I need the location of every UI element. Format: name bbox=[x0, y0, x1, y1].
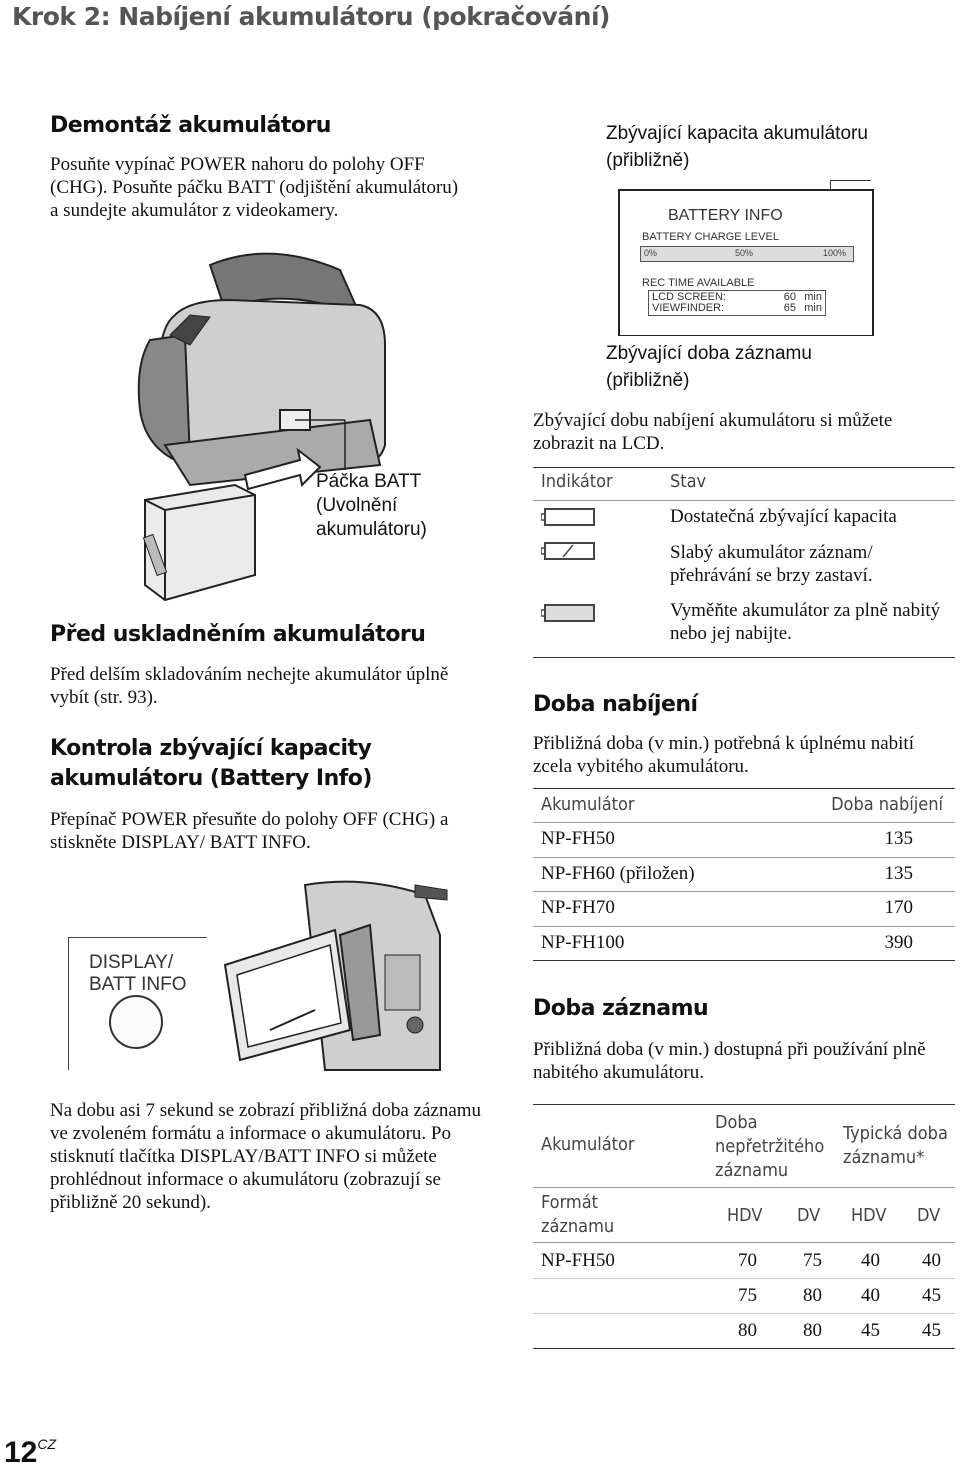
battery-info-note: Na dobu asi 7 sekund se zobrazí přibližná doba záznamu ve zvoleném formátu a informace o akumulátoru. Po stisknutí tlačítka DISPLAY/BATT INFO si můžete prohlédnout informace o akumulátoru (zobrazují se přibližně 20 sekund). bbox=[50, 1100, 482, 1213]
recording-value: 80 bbox=[803, 1285, 822, 1306]
capacity-check-heading: Kontrola zbývající kapacity akumulátoru (Battery Info) bbox=[50, 736, 372, 791]
battery-full-icon bbox=[541, 507, 597, 527]
recording-table-top-rule bbox=[533, 1104, 955, 1105]
recording-time-text: Přibližná doba (v min.) dostupná při používání plně nabitého akumulátoru. bbox=[533, 1039, 926, 1083]
charge-scale-100: 100% bbox=[823, 248, 847, 258]
charging-table-row: NP-FH60 (přiložen) 135 bbox=[541, 863, 913, 884]
charging-table-row: NP-FH100 390 bbox=[541, 932, 913, 953]
capacity-check-text: Přepínač POWER přesuňte do polohy OFF (CHG) a stiskněte DISPLAY/ BATT INFO. bbox=[50, 809, 449, 853]
charging-table-bottom-rule bbox=[533, 960, 955, 961]
rec-time-label: REC TIME AVAILABLE bbox=[642, 277, 755, 289]
charging-table-top-rule bbox=[533, 788, 955, 789]
recording-table-header-rule bbox=[533, 1187, 955, 1188]
charge-level-label: BATTERY CHARGE LEVEL bbox=[642, 231, 779, 243]
recording-table-row: NP-FH50 bbox=[541, 1250, 615, 1271]
charging-row-rule bbox=[533, 857, 955, 858]
indicator-state-3: Vyměňte akumulátor za plně nabitý nebo jej nabijte. bbox=[670, 600, 941, 644]
camera-lcd-illustration bbox=[215, 875, 455, 1075]
storage-heading: Před uskladněním akumulátoru bbox=[50, 622, 426, 647]
page-number: 12CZ bbox=[4, 1436, 57, 1469]
lcd-intro-text: Zbývající dobu nabíjení akumulátoru si můžete zobrazit na LCD. bbox=[533, 410, 893, 454]
format-col-dv-1: DV bbox=[797, 1205, 821, 1226]
format-col-hdv-2: HDV bbox=[851, 1205, 887, 1226]
charging-row-rule bbox=[533, 891, 955, 892]
capacity-callout: Zbývající kapacita akumulátoru (přibližně) bbox=[606, 123, 868, 171]
battery-info-title: BATTERY INFO bbox=[668, 207, 783, 224]
removal-heading: Demontáž akumulátoru bbox=[50, 113, 331, 138]
indicator-table-top-rule bbox=[533, 467, 955, 468]
charging-table-row: NP-FH70 170 bbox=[541, 897, 913, 918]
storage-text: Před delším skladováním nechejte akumulátor úplně vybít (str. 93). bbox=[50, 664, 449, 708]
indicator-col-header: Indikátor bbox=[541, 471, 613, 492]
display-batt-info-button[interactable] bbox=[109, 995, 163, 1049]
recording-col-continuous: Doba nepřetržitého záznamu bbox=[715, 1112, 825, 1181]
recording-value: 40 bbox=[861, 1250, 880, 1271]
recording-col-typical: Typická doba záznamu* bbox=[843, 1123, 948, 1168]
battery-low-icon bbox=[541, 541, 597, 561]
recording-value: 40 bbox=[922, 1250, 941, 1271]
charging-time-heading: Doba nabíjení bbox=[533, 692, 698, 717]
page-title: Krok 2: Nabíjení akumulátoru (pokračování) bbox=[12, 2, 610, 31]
recording-format-label: Formát záznamu bbox=[541, 1192, 615, 1237]
charging-col-battery: Akumulátor bbox=[541, 794, 635, 815]
recording-value: 80 bbox=[738, 1320, 757, 1341]
recording-value: 75 bbox=[738, 1285, 757, 1306]
recording-value: 75 bbox=[803, 1250, 822, 1271]
recording-row-rule bbox=[533, 1278, 955, 1279]
recording-value: 45 bbox=[861, 1320, 880, 1341]
indicator-state-2: Slabý akumulátor záznam/ přehrávání se brzy zastaví. bbox=[670, 542, 873, 586]
charge-scale-0: 0% bbox=[644, 248, 658, 258]
indicator-table-header-rule bbox=[533, 500, 955, 501]
recording-value: 70 bbox=[738, 1250, 757, 1271]
recording-value: 45 bbox=[922, 1285, 941, 1306]
recording-value: 80 bbox=[803, 1320, 822, 1341]
rec-time-callout: Zbývající doba záznamu (přibližně) bbox=[606, 343, 812, 391]
battery-empty-icon bbox=[541, 603, 597, 623]
recording-col-battery: Akumulátor bbox=[541, 1134, 635, 1155]
recording-table-format-rule bbox=[533, 1242, 955, 1243]
charge-scale-50: 50% bbox=[735, 248, 754, 258]
recording-value: 40 bbox=[861, 1285, 880, 1306]
format-col-dv-2: DV bbox=[917, 1205, 941, 1226]
format-col-hdv-1: HDV bbox=[727, 1205, 763, 1226]
recording-table-bottom-rule bbox=[533, 1348, 955, 1349]
state-col-header: Stav bbox=[670, 471, 707, 492]
viewfinder-row: VIEWFINDER: 65 min bbox=[652, 302, 822, 314]
charging-row-rule bbox=[533, 926, 955, 927]
display-button-label: DISPLAY/ BATT INFO bbox=[89, 952, 187, 995]
charging-table-header-rule bbox=[533, 822, 955, 823]
charging-col-time: Doba nabíjení bbox=[831, 794, 943, 815]
charging-time-text: Přibližná doba (v min.) potřebná k úplnému nabití zcela vybitého akumulátoru. bbox=[533, 733, 914, 777]
batt-lever-callout: Páčka BATT (Uvolnění akumulátoru) bbox=[316, 471, 427, 540]
lcd-screen-row: LCD SCREEN: 60 min bbox=[652, 291, 822, 303]
recording-time-heading: Doba záznamu bbox=[533, 996, 709, 1021]
recording-value: 45 bbox=[922, 1320, 941, 1341]
charging-table-row: NP-FH50 135 bbox=[541, 828, 913, 849]
removal-text: Posuňte vypínač POWER nahoru do polohy OFF (CHG). Posuňte páčku BATT (odjištění akumulátoru) a sundejte akumulátor z videokamery. bbox=[50, 154, 459, 221]
camera-removal-illustration bbox=[130, 245, 420, 625]
indicator-table-bottom-rule bbox=[533, 657, 955, 658]
battery-info-screen bbox=[618, 189, 874, 336]
indicator-state-1: Dostatečná zbývající kapacita bbox=[670, 506, 897, 527]
recording-row-rule bbox=[533, 1313, 955, 1314]
